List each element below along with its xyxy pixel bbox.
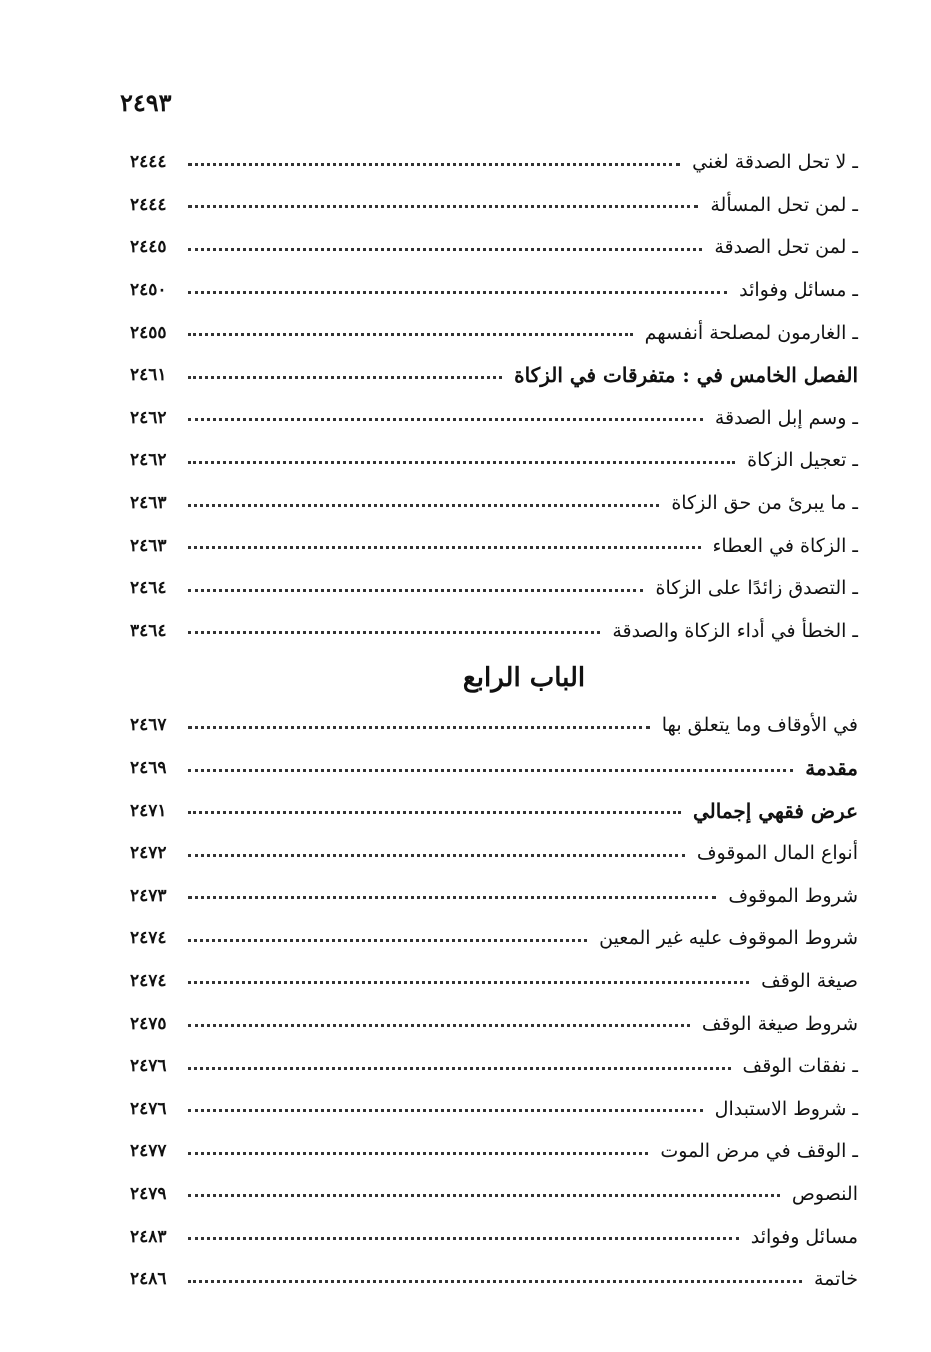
toc-entry-page: ٢٤٦٢ xyxy=(130,407,167,428)
toc-entry-page: ٢٤٨٣ xyxy=(130,1226,167,1247)
table-of-contents xyxy=(130,141,858,1300)
toc-entry xyxy=(130,184,858,227)
page-number: ٢٤٩٣ xyxy=(120,88,172,117)
dot-leader xyxy=(188,631,600,634)
toc-entry-title: ـ الخطأ في أداء الزكاة والصدقة xyxy=(606,620,858,642)
toc-entry xyxy=(130,832,858,875)
toc-entry xyxy=(130,1258,858,1301)
dot-leader xyxy=(188,1152,648,1155)
toc-entry-page: ٢٤٧٢ xyxy=(130,843,167,864)
toc-entry xyxy=(130,704,858,747)
toc-section-zakat xyxy=(130,141,858,652)
dot-leader xyxy=(188,896,716,899)
dot-leader xyxy=(188,1067,731,1070)
toc-entry xyxy=(130,226,858,269)
toc-entry-title: ـ الزكاة في العطاء xyxy=(707,535,859,557)
toc-entry-page: ٢٤٦٣ xyxy=(130,535,167,556)
dot-leader xyxy=(188,1237,739,1240)
toc-entry xyxy=(130,1130,858,1173)
toc-entry-title: ـ تعجيل الزكاة xyxy=(741,449,858,471)
toc-entry-title: شروط صيغة الوقف xyxy=(696,1013,858,1035)
toc-entry-page: ٢٤٥٠ xyxy=(130,280,167,301)
toc-entry-page: ٢٤٤٤ xyxy=(130,194,167,215)
toc-entry xyxy=(130,354,858,397)
dot-leader xyxy=(188,163,680,166)
toc-entry-title: النصوص xyxy=(786,1183,858,1205)
dot-leader xyxy=(188,418,703,421)
toc-entry-title: شروط الموقوف عليه غير المعين xyxy=(593,927,858,949)
dot-leader xyxy=(188,546,701,549)
toc-entry-page: ٣٤٦٤ xyxy=(130,620,167,641)
dot-leader xyxy=(188,854,685,857)
dot-leader xyxy=(188,769,793,772)
toc-entry-page: ٢٤٧٦ xyxy=(130,1098,167,1119)
dot-leader xyxy=(188,1280,802,1283)
toc-entry-title: صيغة الوقف xyxy=(755,970,858,992)
toc-entry-page: ٢٤٧٧ xyxy=(130,1141,167,1162)
dot-leader xyxy=(188,726,650,729)
toc-entry-title: ـ لمن تحل الصدقة xyxy=(708,236,858,258)
dot-leader xyxy=(188,333,633,336)
toc-entry-page: ٢٤٧١ xyxy=(130,800,167,821)
toc-entry-page: ٢٤٦٤ xyxy=(130,578,167,599)
toc-entry-title: أنواع المال الموقوف xyxy=(691,842,858,864)
toc-entry xyxy=(130,482,858,525)
toc-entry xyxy=(130,567,858,610)
toc-entry-title: مقدمة xyxy=(799,756,858,780)
toc-entry-title: ـ الغارمون لمصلحة أنفسهم xyxy=(639,322,858,344)
toc-entry xyxy=(130,397,858,440)
section-heading: الباب الرابع xyxy=(462,663,586,694)
toc-entry-title: ـ لمن تحل المسألة xyxy=(704,194,858,216)
toc-entry xyxy=(130,1173,858,1216)
dot-leader xyxy=(188,248,702,251)
toc-entry xyxy=(130,1045,858,1088)
toc-entry-page: ٢٤٧٤ xyxy=(130,970,167,991)
dot-leader xyxy=(188,376,502,379)
toc-entry xyxy=(130,524,858,567)
toc-entry-title: عرض فقهي إجمالي xyxy=(687,799,858,823)
toc-entry-page: ٢٤٧٥ xyxy=(130,1013,167,1034)
toc-entry-page: ٢٤٧٩ xyxy=(130,1183,167,1204)
toc-entry-title: مسائل وفوائد xyxy=(745,1226,858,1248)
toc-entry-title: شروط الموقوف xyxy=(722,885,858,907)
toc-entry xyxy=(130,311,858,354)
toc-entry-title: خاتمة xyxy=(808,1268,858,1290)
toc-entry-title: الفصل الخامس في : متفرقات في الزكاة xyxy=(508,363,858,387)
toc-entry-title: ـ ما يبرئ من حق الزكاة xyxy=(665,492,858,514)
toc-entry-title: ـ الوقف في مرض الموت xyxy=(654,1140,858,1162)
toc-entry-page: ٢٤٤٤ xyxy=(130,152,167,173)
dot-leader xyxy=(188,589,643,592)
toc-entry-page: ٢٤٦٧ xyxy=(130,715,167,736)
toc-entry-page: ٢٤٥٥ xyxy=(130,322,167,343)
toc-entry-page: ٢٤٦٢ xyxy=(130,450,167,471)
toc-entry-page: ٢٤٦١ xyxy=(130,365,167,386)
dot-leader xyxy=(188,981,749,984)
dot-leader xyxy=(188,461,735,464)
toc-section-awqaf xyxy=(130,704,858,1300)
toc-entry-title: ـ لا تحل الصدقة لغني xyxy=(686,151,858,173)
toc-entry-page: ٢٤٧٦ xyxy=(130,1056,167,1077)
toc-entry xyxy=(130,1215,858,1258)
dot-leader xyxy=(188,504,659,507)
toc-entry-page: ٢٤٦٣ xyxy=(130,493,167,514)
dot-leader xyxy=(188,1109,703,1112)
dot-leader xyxy=(188,811,681,814)
toc-entry xyxy=(130,875,858,918)
toc-entry-page: ٢٤٦٩ xyxy=(130,758,167,779)
dot-leader xyxy=(188,939,587,942)
toc-entry-title: في الأوقاف وما يتعلق بها xyxy=(656,714,858,736)
toc-entry-page: ٢٤٧٣ xyxy=(130,885,167,906)
toc-entry xyxy=(130,960,858,1003)
toc-entry xyxy=(130,610,858,653)
toc-entry-title: ـ شروط الاستبدال xyxy=(709,1098,858,1120)
toc-entry-title: ـ وسم إبل الصدقة xyxy=(709,407,858,429)
toc-entry xyxy=(130,917,858,960)
toc-entry xyxy=(130,1002,858,1045)
dot-leader xyxy=(188,205,698,208)
toc-entry xyxy=(130,269,858,312)
toc-entry-title: ـ نفقات الوقف xyxy=(737,1055,858,1077)
toc-entry xyxy=(130,141,858,184)
toc-entry-page: ٢٤٧٤ xyxy=(130,928,167,949)
dot-leader xyxy=(188,1194,780,1197)
dot-leader xyxy=(188,291,727,294)
toc-entry-title: ـ مسائل وفوائد xyxy=(733,279,858,301)
toc-entry-page: ٢٤٤٥ xyxy=(130,237,167,258)
toc-entry xyxy=(130,439,858,482)
toc-entry xyxy=(130,789,858,832)
toc-entry xyxy=(130,1087,858,1130)
dot-leader xyxy=(188,1024,690,1027)
toc-entry xyxy=(130,747,858,790)
toc-entry-page: ٢٤٨٦ xyxy=(130,1269,167,1290)
toc-entry-title: ـ التصدق زائدًا على الزكاة xyxy=(649,577,858,599)
